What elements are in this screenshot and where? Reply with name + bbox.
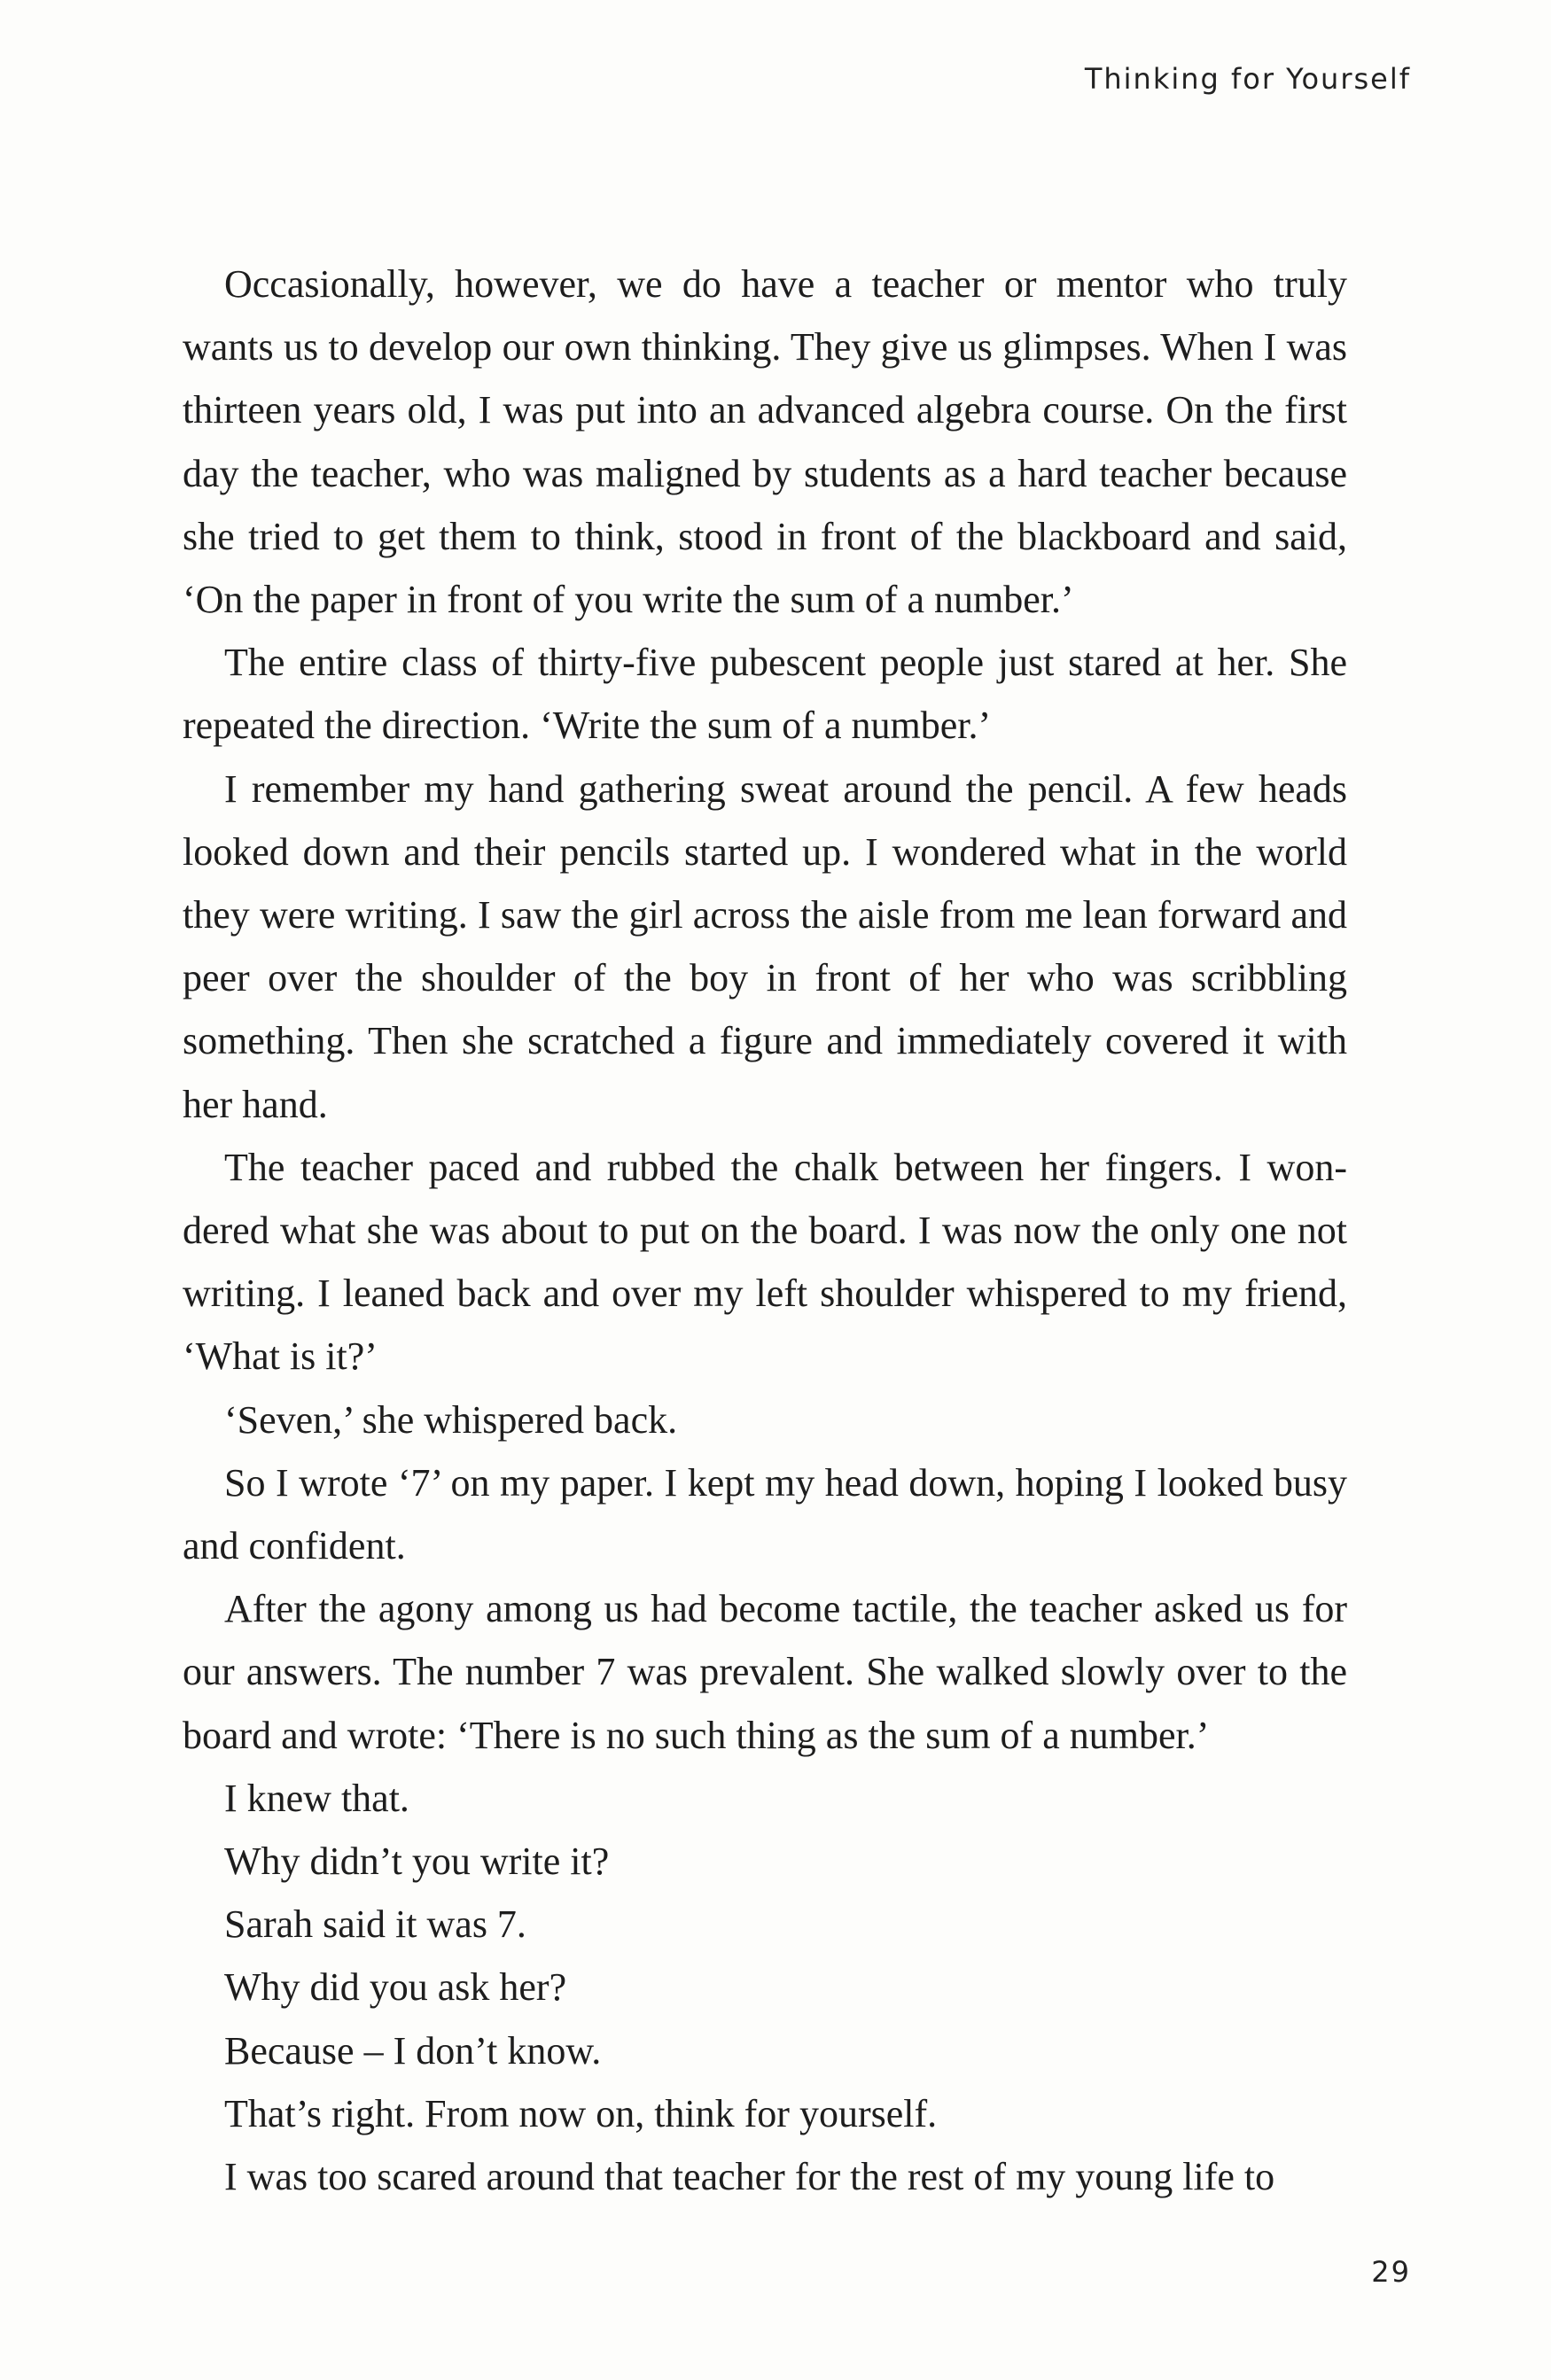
paragraph: That’s right. From now on, think for yourself. xyxy=(224,2091,938,2135)
paragraph: After the agony among us had become tactile, the teacher asked us for our answers. The number 7 was prevalent. She walked slowly over to the board and wrote: ‘There is no such thing as the sum of a number.’ xyxy=(183,1587,1347,1757)
paragraph: Why did you ask her? xyxy=(224,1965,567,2010)
paragraph: ‘Seven,’ she whispered back. xyxy=(224,1397,678,1442)
paragraph: I remember my hand gathering sweat around the pencil. A few heads looked down and their pencils started up. I wondered what in the world they were writing. I saw the girl across the aisle from me lean forward and peer over the shoulder of the boy in front of her who was scribbling something. Then she scratched a figure and immediately covered it with her hand. xyxy=(183,766,1347,1126)
paragraph: Why didn’t you write it? xyxy=(224,1839,610,1884)
paragraph: Occasionally, however, we do have a teacher or mentor who truly wants us to develop our own thinking. They give us glimpses. When I was thirteen years old, I was put into an advanced algebra course. On the first day the teacher, who was maligned by students as a hard teacher because she tried to get them to think, stood in front of the blackboard and said, ‘On the paper in front of you write the sum of a number.’ xyxy=(183,262,1347,622)
paragraph: The entire class of thirty-five pubescent people just stared at her. She repeated the direction. ‘Write the sum of a number.’ xyxy=(183,641,1347,748)
body-text xyxy=(183,253,1347,2208)
page-number: 29 xyxy=(1371,2255,1411,2289)
running-head: Thinking for Yourself xyxy=(1084,62,1411,96)
paragraph: I knew that. xyxy=(224,1776,409,1820)
paragraph: The teacher paced and rubbed the chalk between her fingers. I wondered what she was about to put on the board. I was now the only one not writing. I leaned back and over my left shoulder whispered to my friend, ‘What is it?’ xyxy=(183,1145,1347,1379)
paragraph: I was too scared around that teacher for the rest of my young life to xyxy=(224,2155,1275,2199)
paragraph: So I wrote ‘7’ on my paper. I kept my head down, hoping I looked busy and confident. xyxy=(183,1460,1347,1568)
paragraph: Sarah said it was 7. xyxy=(224,1902,526,1947)
paragraph: Because – I don’t know. xyxy=(224,2028,602,2073)
